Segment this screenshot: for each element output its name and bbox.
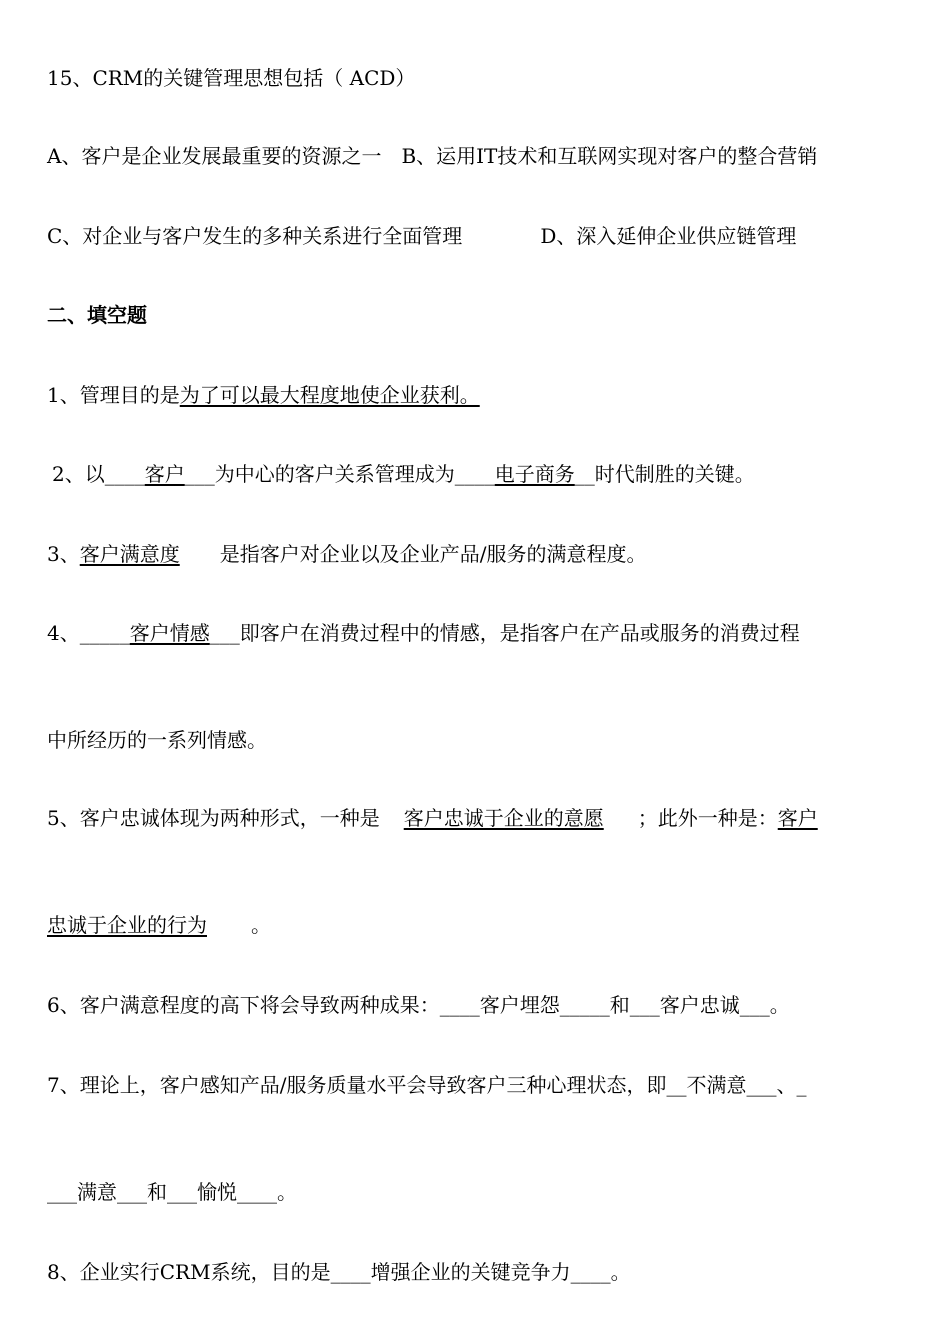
question-8 [47, 1258, 631, 1286]
question-2 [52, 460, 755, 488]
q15-options-cd [47, 222, 796, 250]
q2-answer-2: 电子商务 [494, 462, 575, 486]
q7-line-2: ___满意___和___愉悦____。 [47, 1180, 297, 1204]
q8-text: 8、企业实行CRM系统，目的是____增强企业的关键竞争力____。 [47, 1260, 631, 1284]
q5-suffix: 。 [251, 913, 271, 937]
section-title [47, 301, 147, 329]
q5-answer-2b: 忠诚于企业的行为 [47, 913, 207, 937]
q5-mid: ；此外一种是： [637, 806, 778, 830]
question-5 [47, 804, 818, 832]
q5-answer-1: 客户忠诚于企业的意愿 [403, 806, 604, 830]
question-4-continued [47, 726, 267, 754]
question-4 [47, 619, 800, 647]
q4-answer: 客户情感 [129, 621, 210, 645]
q2-mid: ___为中心的客户关系管理成为____ [184, 462, 495, 486]
q15-option-d: D、深入延伸企业供应链管理 [540, 224, 797, 248]
section-title-text: 二、填空题 [47, 303, 147, 327]
question-7-continued [47, 1178, 297, 1206]
q15-option-a: A、客户是企业发展最重要的资源之一 [47, 144, 382, 168]
q5-prefix: 5、客户忠诚体现为两种形式，一种是 [47, 806, 380, 830]
q15-options-ab [47, 142, 817, 170]
q1-answer: 为了可以最大程度地使企业获利。 [179, 383, 480, 407]
q2-suffix: __时代制胜的关键。 [574, 462, 755, 486]
question-3 [47, 540, 646, 568]
q3-answer: 客户满意度 [79, 542, 180, 566]
question-7 [47, 1071, 806, 1099]
q15-option-c: C、对企业与客户发生的多种关系进行全面管理 [47, 224, 463, 248]
q4-suffix: ___即客户在消费过程中的情感，是指客户在产品或服务的消费过程 [209, 621, 800, 645]
q1-prefix: 1、管理目的是 [47, 383, 180, 407]
q4-line-2: 中所经历的一系列情感。 [47, 728, 267, 752]
q2-prefix: 2、以____ [52, 462, 145, 486]
q15-stem [47, 64, 415, 92]
q15-stem-text: 15、CRM的关键管理思想包括（ ACD） [47, 66, 416, 90]
question-6 [47, 991, 790, 1019]
q5-answer-2a: 客户 [777, 806, 818, 830]
question-5-continued [47, 911, 271, 939]
question-1 [47, 381, 480, 409]
q6-text: 6、客户满意程度的高下将会导致两种成果：____客户埋怨_____和___客户忠诚___。 [47, 993, 790, 1017]
q4-prefix: 4、_____ [47, 621, 130, 645]
q3-suffix: 是指客户对企业以及企业产品/服务的满意程度。 [219, 542, 647, 566]
q3-prefix: 3、 [47, 542, 80, 566]
q7-line-1: 7、理论上，客户感知产品/服务质量水平会导致客户三种心理状态，即__不满意___、_ [47, 1073, 807, 1097]
q15-option-b: B、运用IT技术和互联网实现对客户的整合营销 [401, 144, 818, 168]
q2-answer-1: 客户 [144, 462, 185, 486]
